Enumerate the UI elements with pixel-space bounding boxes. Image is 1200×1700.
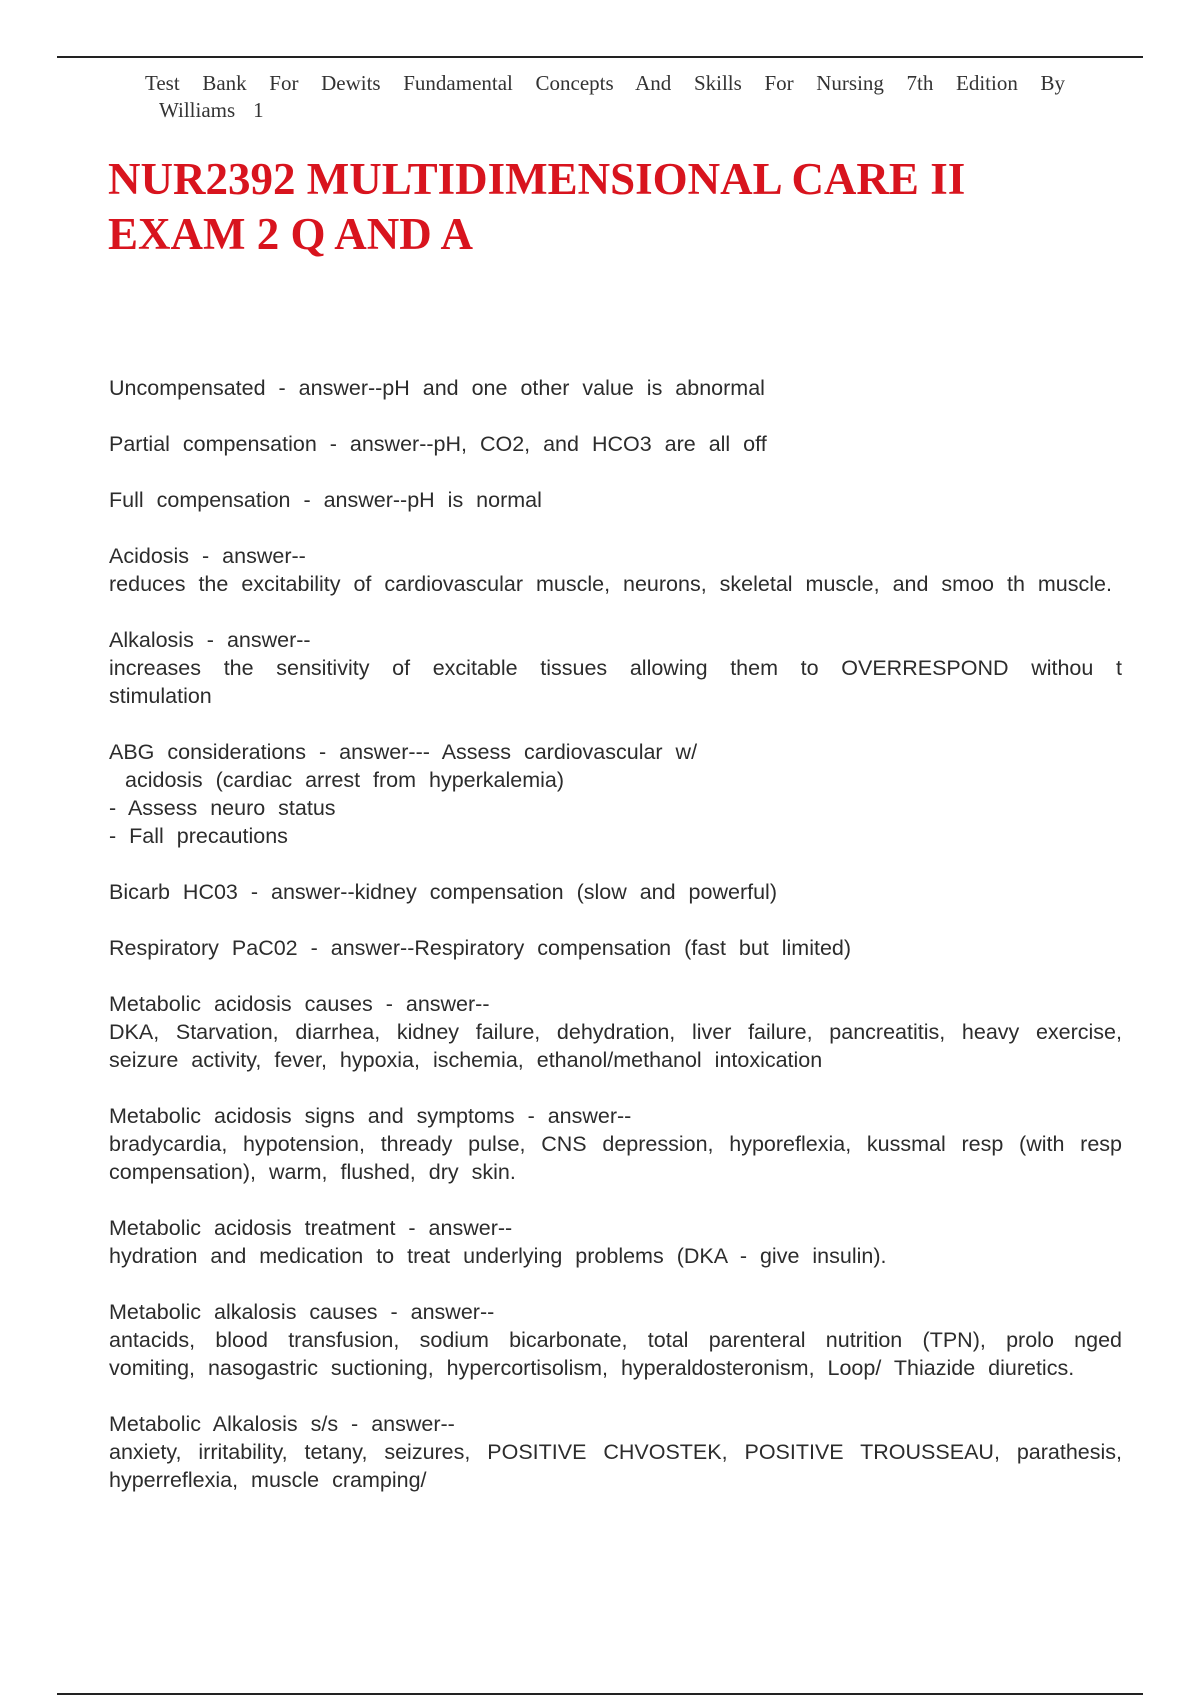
- qa-answer-line: acidosis (cardiac arrest from hyperkalemia): [125, 768, 565, 792]
- header-line-1: Test Bank For Dewits Fundamental Concepts And Skills For Nursing 7th Edition By: [145, 71, 1065, 95]
- qa-prompt: Uncompensated - answer--pH and one other value is abnormal: [109, 376, 765, 400]
- qa-item: [109, 374, 1122, 402]
- header-author: Williams: [159, 98, 236, 122]
- qa-item: [109, 542, 1122, 598]
- footer-rule: [57, 1693, 1143, 1695]
- qa-prompt: ABG considerations - answer--- Assess cardiovascular w/: [109, 740, 698, 764]
- qa-item: [109, 878, 1122, 906]
- title-line-1: NUR2392 MULTIDIMENSIONAL CARE II: [108, 154, 966, 204]
- qa-answer-line: - Assess neuro status: [109, 796, 336, 820]
- qa-prompt: Full compensation - answer--pH is normal: [109, 488, 542, 512]
- qa-item: [109, 1410, 1122, 1494]
- qa-item: [109, 1102, 1122, 1186]
- qa-answer: reduces the excitability of cardiovascular muscle, neurons, skeletal muscle, and smoo th muscle.: [109, 572, 1112, 596]
- qa-prompt: Partial compensation - answer--pH, CO2, and HCO3 are all off: [109, 432, 767, 456]
- qa-answer: bradycardia, hypotension, thready pulse, CNS depression, hyporeflexia, kussmal resp (with resp compensation), warm, flushed, dry skin.: [109, 1132, 1122, 1184]
- qa-item: [109, 1298, 1122, 1382]
- qa-prompt: Alkalosis - answer--: [109, 628, 311, 652]
- qa-prompt: Metabolic acidosis signs and symptoms - answer--: [109, 1104, 632, 1128]
- qa-item: [109, 1214, 1122, 1270]
- qa-item: [109, 934, 1122, 962]
- qa-list: [109, 374, 1122, 1522]
- header-line-2: [145, 97, 1065, 124]
- title-line-2: EXAM 2 Q AND A: [108, 209, 474, 259]
- qa-answer: antacids, blood transfusion, sodium bicarbonate, total parenteral nutrition (TPN), prolo nged vomiting, nasogastric suctioning, hypercortisolism, hyperaldosteronism, Loop/ Thiazide diuretics.: [109, 1328, 1122, 1380]
- header-rule: [57, 56, 1143, 58]
- qa-prompt: Respiratory PaC02 - answer--Respiratory compensation (fast but limited): [109, 936, 852, 960]
- qa-item: [109, 990, 1122, 1074]
- qa-prompt: Metabolic Alkalosis s/s - answer--: [109, 1412, 455, 1436]
- qa-item: [109, 626, 1122, 710]
- page-number: 1: [253, 98, 264, 122]
- qa-answer: hydration and medication to treat underlying problems (DKA - give insulin).: [109, 1244, 887, 1268]
- qa-answer: increases the sensitivity of excitable tissues allowing them to OVERRESPOND withou t stimulation: [109, 656, 1122, 708]
- qa-prompt: Metabolic acidosis causes - answer--: [109, 992, 490, 1016]
- qa-prompt: Bicarb HC03 - answer--kidney compensation (slow and powerful): [109, 880, 777, 904]
- qa-item: [109, 430, 1122, 458]
- qa-prompt: Metabolic alkalosis causes - answer--: [109, 1300, 495, 1324]
- running-header: [145, 70, 1065, 124]
- qa-prompt: Acidosis - answer--: [109, 544, 306, 568]
- qa-answer: DKA, Starvation, diarrhea, kidney failure, dehydration, liver failure, pancreatitis, heavy exercise, seizure activity, fever, hypoxia, ischemia, ethanol/methanol intoxication: [109, 1020, 1122, 1072]
- qa-answer: anxiety, irritability, tetany, seizures, POSITIVE CHVOSTEK, POSITIVE TROUSSEAU, parathesis, hyperreflexia, muscle cramping/: [109, 1440, 1122, 1492]
- document-title: [108, 152, 1108, 262]
- qa-item: [109, 738, 1122, 850]
- qa-item: [109, 486, 1122, 514]
- qa-prompt: Metabolic acidosis treatment - answer--: [109, 1216, 513, 1240]
- qa-answer-line: - Fall precautions: [109, 824, 288, 848]
